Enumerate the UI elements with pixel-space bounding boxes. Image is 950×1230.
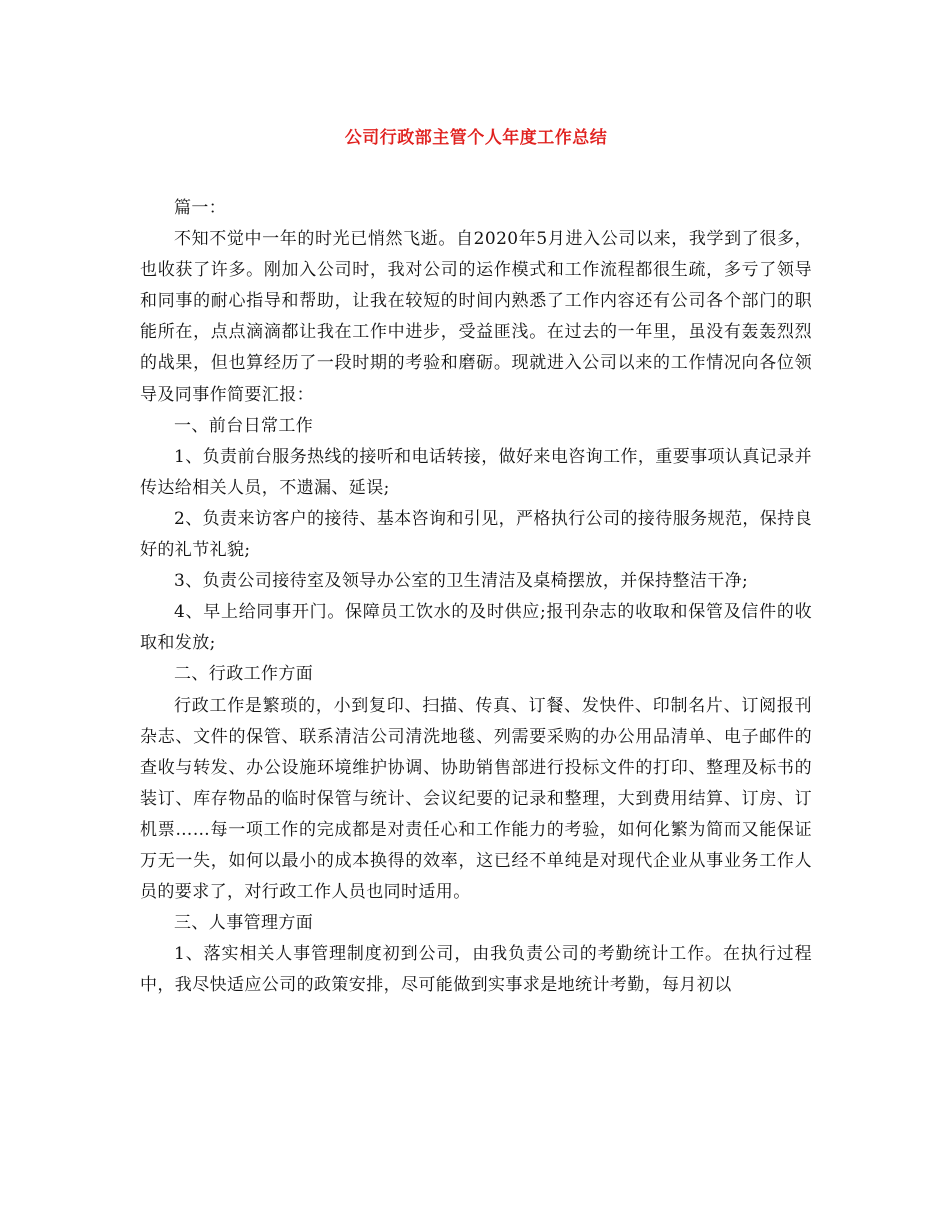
document-title: 公司行政部主管个人年度工作总结 [344,128,608,148]
paragraph-front-desk-3: 3、负责公司接待室及领导办公室的卫生清洁及桌椅摆放，并保持整洁干净; [174,571,749,592]
paragraph-front-desk-1: 1、负责前台服务热线的接听和电话转接，做好来电咨询工作，重要事项认真记录并传达给相关人员，不遗漏、延误; [140,446,812,498]
section-heading-front-desk: 一、前台日常工作 [174,415,314,436]
paragraph-front-desk-2: 2、负责来访客户的接待、基本咨询和引见，严格执行公司的接待服务规范，保持良好的礼节礼貌; [140,508,812,561]
section-heading-hr: 三、人事管理方面 [174,913,314,934]
section-heading-admin: 二、行政工作方面 [174,664,314,685]
paragraph-front-desk-4: 4、早上给同事开门。保障员工饮水的及时供应;报刊杂志的收取和保管及信件的收取和发放; [140,602,812,654]
paragraph-admin: 行政工作是繁琐的，小到复印、扫描、传真、订餐、发快件、印制名片、订阅报刊杂志、文件的保管、联系清洁公司清洗地毯、列需要采购的办公用品清单、电子邮件的查收与转发、办公设施环境维护协调、协助销售部进行投标文件的打印、整理及标书的装订、库存物品的临时保管与统计、会议纪要的记录和整理，大到费用结算、订房、订机票……每一项工作的完成都是对责任心和工作能力的考验，如何化繁为简而又能保证万无一失，如何以最小的成本换得的效率，这已经不单纯是对现代企业从事业务工作人员的要求了，对行政工作人员也同时适用。 [140,695,812,903]
paragraph-intro-heading: 篇一： [174,198,227,218]
paragraph-opening: 不知不觉中一年的时光已悄然飞逝。自2020年5月进入公司以来，我学到了很多，也收获了许多。刚加入公司时，我对公司的运作模式和工作流程都很生疏，多亏了领导和同事的耐心指导和帮助，让我在较短的时间内熟悉了工作内容还有公司各个部门的职能所在，点点滴滴都让我在工作中进步，受益匪浅。在过去的一年里，虽没有轰轰烈烈的战果，但也算经历了一段时期的考验和磨砺。现就进入公司以来的工作情况向各位领导及同事作简要汇报： [140,229,812,405]
paragraph-hr-1: 1、落实相关人事管理制度初到公司，由我负责公司的考勤统计工作。在执行过程中，我尽快适应公司的政策安排，尽可能做到实事求是地统计考勤，每月初以 [140,944,812,996]
document-body [140,193,812,1001]
